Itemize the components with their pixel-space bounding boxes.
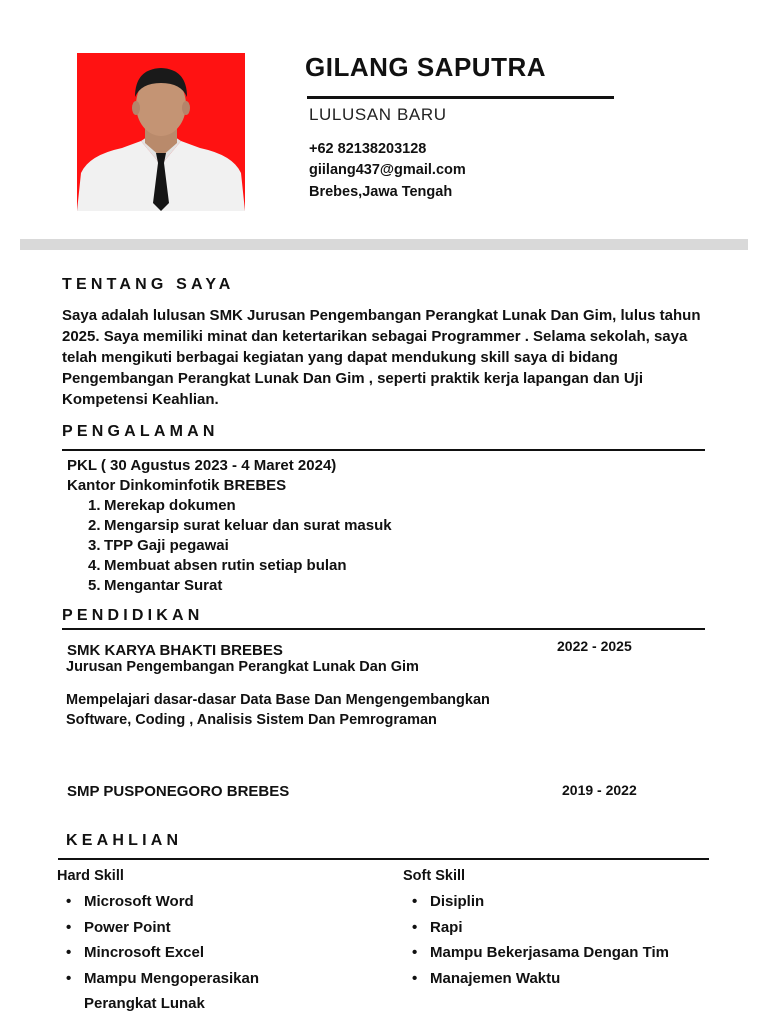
- skill-text: Mampu Mengoperasikan: [84, 969, 260, 987]
- experience-item-number: 2.: [88, 517, 101, 534]
- education-divider: [62, 628, 705, 630]
- experience-item-text: Mengantar Surat: [104, 577, 223, 594]
- candidate-subtitle: LULUSAN BARU: [309, 105, 447, 124]
- experience-item: [88, 537, 229, 554]
- experience-item-number: 1.: [88, 497, 101, 514]
- experience-item-number: 3.: [88, 537, 101, 554]
- skill-text: Manajemen Waktu: [430, 969, 561, 987]
- skill-text: Mampu Bekerjasama Dengan Tim: [430, 944, 669, 961]
- list-item: [408, 940, 669, 966]
- section-title-experience: PENGALAMAN: [62, 423, 219, 440]
- experience-divider: [62, 449, 705, 451]
- hard-skill-list: [62, 889, 259, 1017]
- experience-item-text: Membuat absen rutin setiap bulan: [104, 557, 347, 574]
- experience-item-text: Merekap dokumen: [104, 497, 236, 514]
- experience-item-text: TPP Gaji pegawai: [104, 537, 229, 554]
- bullet-icon: •: [66, 918, 72, 936]
- bullet-icon: •: [412, 918, 418, 936]
- soft-skill-heading: Soft Skill: [403, 868, 466, 884]
- phone-number: +62 82138203128: [309, 141, 427, 157]
- candidate-name: GILANG SAPUTRA: [305, 52, 546, 82]
- experience-place: Kantor Dinkominfotik BREBES: [67, 477, 287, 494]
- school-major: Jurusan Pengembangan Perangkat Lunak Dan Gim: [66, 659, 419, 675]
- email-address: giilang437@gmail.com: [309, 162, 466, 178]
- list-item: [408, 889, 669, 915]
- skill-text: Disiplin: [430, 893, 485, 910]
- name-divider: [307, 96, 614, 99]
- hard-skill-heading: Hard Skill: [57, 868, 124, 884]
- header-band: [20, 239, 748, 250]
- school-name: SMP PUSPONEGORO BREBES: [67, 783, 290, 800]
- location: Brebes,Jawa Tengah: [309, 184, 453, 200]
- skill-text: Perangkat Lunak: [84, 995, 205, 1012]
- school-years: 2022 - 2025: [557, 638, 632, 654]
- school-description: Mempelajari dasar-dasar Data Base Dan Mengengembangkan: [66, 692, 490, 708]
- list-item: [408, 915, 669, 941]
- school-years: 2019 - 2022: [562, 782, 637, 798]
- section-title-about: TENTANG SAYA: [62, 276, 235, 293]
- bullet-icon: •: [412, 893, 418, 910]
- bullet-icon: •: [66, 893, 72, 910]
- experience-item: [88, 517, 392, 534]
- school-description: Software, Coding , Analisis Sistem Dan Pemrograman: [66, 712, 437, 728]
- soft-skill-list: [408, 889, 669, 991]
- list-item: [62, 940, 259, 966]
- bullet-icon: •: [412, 944, 418, 961]
- skill-text: Microsoft Word: [84, 893, 194, 910]
- profile-photo: [77, 53, 245, 211]
- experience-item-number: 5.: [88, 577, 101, 594]
- list-item: [62, 915, 259, 941]
- skill-text: Mincrosoft Excel: [84, 944, 205, 961]
- school-name: SMK KARYA BHAKTI BREBES: [67, 642, 283, 659]
- list-item-continuation: [62, 991, 259, 1017]
- experience-item-number: 4.: [88, 557, 101, 574]
- experience-item: [88, 577, 222, 594]
- section-title-education: PENDIDIKAN: [62, 607, 204, 624]
- list-item: [62, 889, 259, 915]
- experience-period: PKL ( 30 Agustus 2023 - 4 Maret 2024): [67, 457, 337, 474]
- experience-item-text: Mengarsip surat keluar dan surat masuk: [104, 517, 392, 534]
- skills-divider: [58, 858, 709, 860]
- skill-text: Power Point: [84, 918, 171, 936]
- bullet-icon: •: [412, 969, 418, 987]
- list-item: [408, 966, 669, 992]
- bullet-icon: •: [66, 944, 72, 961]
- bullet-icon: •: [66, 969, 72, 987]
- experience-item: [88, 497, 236, 514]
- experience-item: [88, 557, 347, 574]
- skill-text: Rapi: [430, 918, 463, 936]
- about-text: Saya adalah lulusan SMK Jurusan Pengembangan Perangkat Lunak Dan Gim, lulus tahun 2025. Saya memiliki minat dan ketertarikan sebagai Programmer . Selama sekolah, saya telah mengikuti berbagai kegiatan yang dapat mendukung skill saya di bidang Pengembangan Perangkat Lunak Dan Gim , seperti praktik kerja lapangan dan Uji Kompetensi Keahlian.: [62, 307, 701, 408]
- list-item: [62, 966, 259, 992]
- section-title-skills: KEAHLIAN: [66, 832, 183, 849]
